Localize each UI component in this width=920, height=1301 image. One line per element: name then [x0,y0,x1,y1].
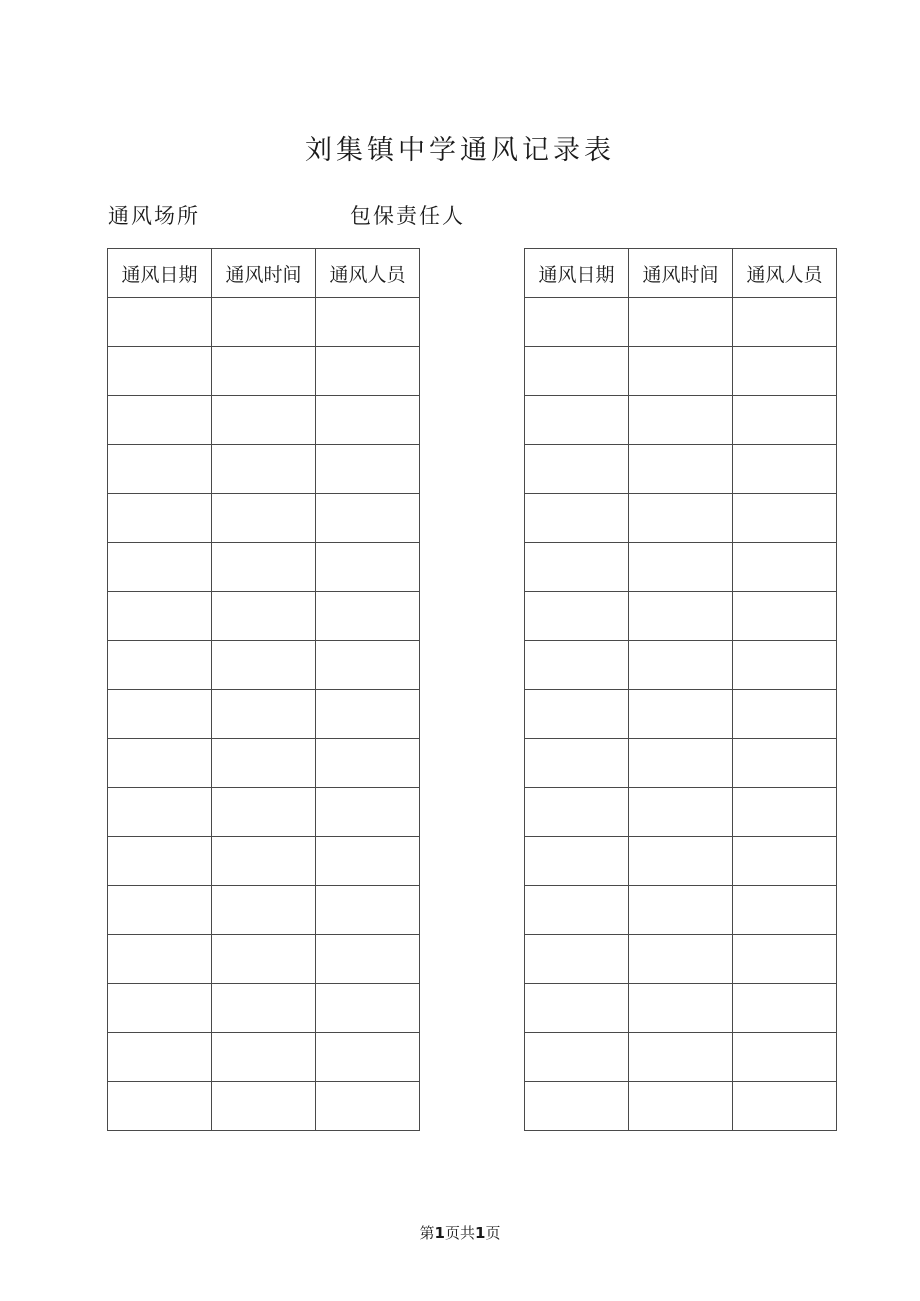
time-cell[interactable] [212,1033,316,1082]
date-cell[interactable] [525,494,629,543]
table-row [525,886,837,935]
table-row [108,690,420,739]
table-row [108,837,420,886]
staff-cell[interactable] [733,788,837,837]
table-row [108,641,420,690]
table-row [108,886,420,935]
date-cell[interactable] [108,935,212,984]
time-cell[interactable] [629,494,733,543]
staff-cell[interactable] [316,592,420,641]
staff-cell[interactable] [316,788,420,837]
time-cell[interactable] [212,396,316,445]
date-cell[interactable] [525,837,629,886]
table-header-row [525,249,837,298]
staff-cell[interactable] [733,1033,837,1082]
table-row [108,396,420,445]
table-row [525,935,837,984]
table-row [525,494,837,543]
ventilation-log-table-right [524,248,837,1131]
staff-cell[interactable] [316,739,420,788]
time-cell[interactable] [212,739,316,788]
date-cell[interactable] [525,1082,629,1131]
time-cell[interactable] [212,592,316,641]
footer-middle: 页共 [444,1224,475,1242]
page-footer [0,1222,920,1243]
time-cell[interactable] [212,788,316,837]
table-row [108,494,420,543]
staff-cell[interactable] [733,1082,837,1131]
staff-cell[interactable] [316,396,420,445]
table-row [525,739,837,788]
ventilation-log-table-left [107,248,420,1131]
staff-cell[interactable] [733,543,837,592]
time-cell[interactable] [212,543,316,592]
time-cell[interactable] [212,347,316,396]
date-cell[interactable] [108,984,212,1033]
date-cell[interactable] [525,347,629,396]
date-cell[interactable] [525,690,629,739]
time-cell[interactable] [212,494,316,543]
time-cell[interactable] [212,886,316,935]
table-row [108,935,420,984]
date-cell[interactable] [525,298,629,347]
table-row [108,739,420,788]
time-cell[interactable] [629,690,733,739]
table-row [108,984,420,1033]
table-row [525,347,837,396]
date-cell[interactable] [525,739,629,788]
table-row [525,298,837,347]
column-header-date: 通风日期 [108,249,212,298]
time-cell[interactable] [629,396,733,445]
date-cell[interactable] [525,641,629,690]
staff-cell[interactable] [316,935,420,984]
time-cell[interactable] [212,984,316,1033]
staff-cell[interactable] [733,396,837,445]
time-cell[interactable] [629,1082,733,1131]
date-cell[interactable] [108,347,212,396]
staff-cell[interactable] [733,445,837,494]
date-cell[interactable] [108,886,212,935]
staff-cell[interactable] [733,494,837,543]
column-header-date: 通风日期 [525,249,629,298]
time-cell[interactable] [629,837,733,886]
date-cell[interactable] [108,298,212,347]
staff-cell[interactable] [733,641,837,690]
column-header-time: 通风时间 [212,249,316,298]
time-cell[interactable] [212,690,316,739]
page-title: 刘集镇中学通风记录表 [305,135,615,166]
staff-cell[interactable] [733,886,837,935]
date-cell[interactable] [525,396,629,445]
table-row [108,1082,420,1131]
footer-total-pages: 1 [475,1224,486,1242]
date-cell[interactable] [108,1033,212,1082]
column-header-time: 通风时间 [629,249,733,298]
time-cell[interactable] [212,298,316,347]
time-cell[interactable] [212,1082,316,1131]
staff-cell[interactable] [733,347,837,396]
column-header-staff: 通风人员 [733,249,837,298]
place-field-label: 通风场所 [108,204,200,228]
table-row [108,1033,420,1082]
footer-suffix: 页 [485,1224,501,1242]
time-cell[interactable] [212,935,316,984]
staff-cell[interactable] [733,739,837,788]
staff-cell[interactable] [733,592,837,641]
date-cell[interactable] [108,788,212,837]
time-cell[interactable] [629,298,733,347]
table-header-row [108,249,420,298]
time-cell[interactable] [629,886,733,935]
responsible-person-label: 包保责任人 [350,204,465,228]
staff-cell[interactable] [316,1082,420,1131]
time-cell[interactable] [629,592,733,641]
date-cell[interactable] [525,445,629,494]
table-row [525,641,837,690]
staff-cell[interactable] [316,347,420,396]
date-cell[interactable] [108,445,212,494]
date-cell[interactable] [108,641,212,690]
staff-cell[interactable] [733,984,837,1033]
staff-cell[interactable] [316,543,420,592]
table-row [525,445,837,494]
time-cell[interactable] [629,641,733,690]
date-cell[interactable] [108,396,212,445]
table-row [525,1082,837,1131]
date-cell[interactable] [525,788,629,837]
staff-cell[interactable] [316,886,420,935]
time-cell[interactable] [629,984,733,1033]
date-cell[interactable] [525,592,629,641]
table-row [108,347,420,396]
staff-cell[interactable] [733,690,837,739]
time-cell[interactable] [212,837,316,886]
staff-cell[interactable] [733,935,837,984]
date-cell[interactable] [108,739,212,788]
table-row [108,298,420,347]
staff-cell[interactable] [316,984,420,1033]
table-row [108,543,420,592]
time-cell[interactable] [629,445,733,494]
time-cell[interactable] [629,347,733,396]
table-row [525,396,837,445]
time-cell[interactable] [629,788,733,837]
staff-cell[interactable] [316,298,420,347]
table-row [525,837,837,886]
time-cell[interactable] [629,543,733,592]
staff-cell[interactable] [733,837,837,886]
table-row [525,788,837,837]
date-cell[interactable] [525,886,629,935]
time-cell[interactable] [629,739,733,788]
staff-cell[interactable] [316,494,420,543]
table-row [108,592,420,641]
table-row [525,592,837,641]
date-cell[interactable] [108,592,212,641]
date-cell[interactable] [525,984,629,1033]
date-cell[interactable] [108,837,212,886]
time-cell[interactable] [629,1033,733,1082]
footer-prefix: 第 [419,1224,435,1242]
date-cell[interactable] [525,935,629,984]
column-header-staff: 通风人员 [316,249,420,298]
table-row [108,788,420,837]
date-cell[interactable] [108,1082,212,1131]
staff-cell[interactable] [316,445,420,494]
staff-cell[interactable] [316,1033,420,1082]
staff-cell[interactable] [316,690,420,739]
staff-cell[interactable] [316,837,420,886]
staff-cell[interactable] [733,298,837,347]
date-cell[interactable] [525,1033,629,1082]
date-cell[interactable] [108,494,212,543]
date-cell[interactable] [525,543,629,592]
time-cell[interactable] [212,445,316,494]
date-cell[interactable] [108,543,212,592]
date-cell[interactable] [108,690,212,739]
time-cell[interactable] [212,641,316,690]
table-row [525,984,837,1033]
footer-current-page: 1 [434,1224,445,1242]
table-row [525,690,837,739]
staff-cell[interactable] [316,641,420,690]
table-row [525,543,837,592]
time-cell[interactable] [629,935,733,984]
table-row [108,445,420,494]
table-row [525,1033,837,1082]
